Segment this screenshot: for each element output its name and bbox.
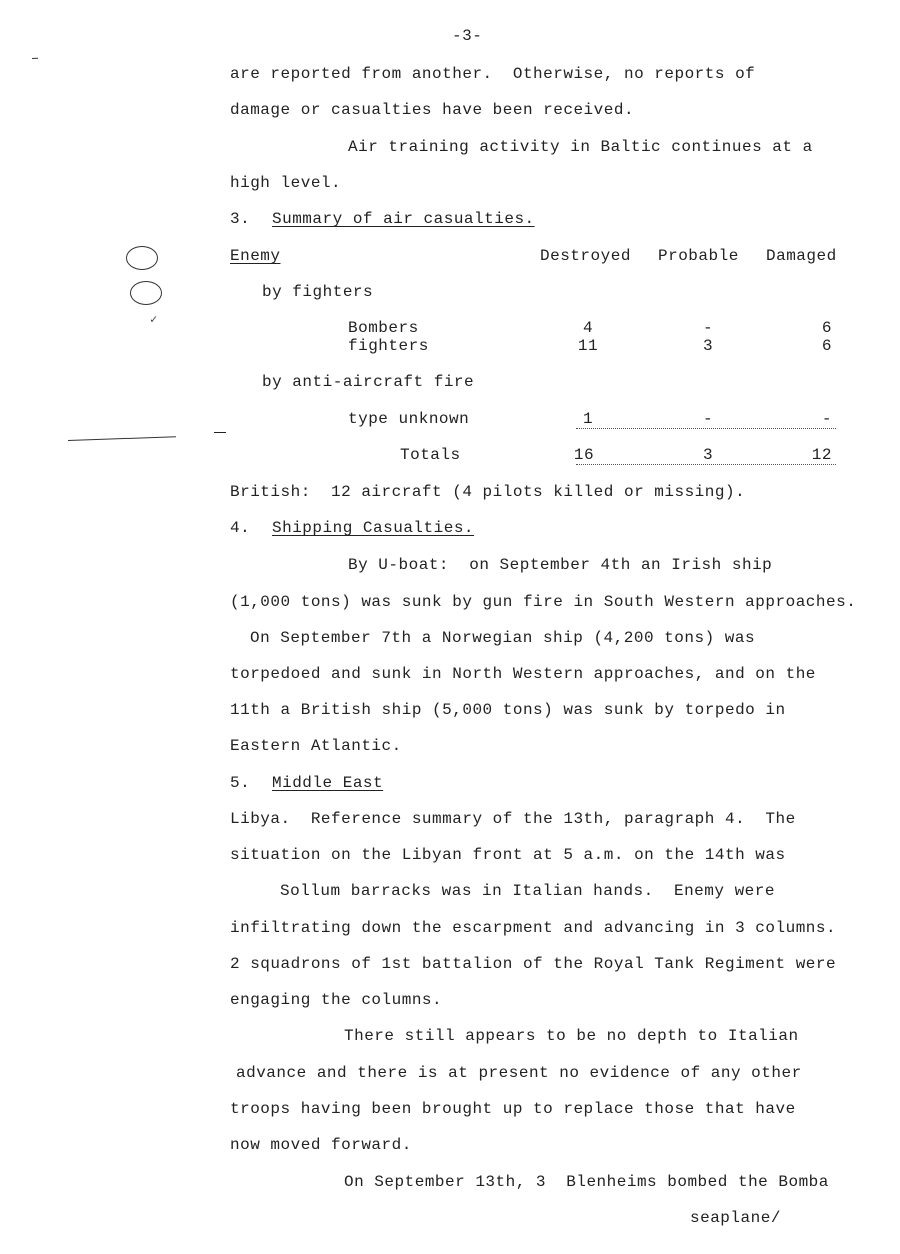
margin-check-mark: ✓: [150, 313, 158, 327]
column-header-destroyed: Destroyed: [540, 247, 631, 265]
cell-damaged: -: [821, 410, 832, 428]
column-header-damaged: Damaged: [766, 247, 837, 265]
column-header-probable: Probable: [658, 247, 739, 265]
text-line: Air training activity in Baltic continues at a: [348, 138, 813, 156]
text-line: are reported from another. Otherwise, no reports of: [230, 65, 756, 83]
text-line: By U-boat: on September 4th an Irish ship: [348, 556, 773, 574]
text-line: On September 13th, 3 Blenheims bombed the Bomba: [344, 1173, 829, 1191]
totals-label: Totals: [400, 446, 461, 464]
page-number: -3-: [452, 27, 483, 45]
section-4-heading: Shipping Casualties.: [272, 519, 475, 537]
text-line: torpedoed and sunk in North Western approaches, and on the: [230, 665, 816, 683]
text-line: Eastern Atlantic.: [230, 737, 402, 755]
section-5-heading: Middle East: [272, 774, 384, 792]
margin-line: [68, 436, 176, 441]
text-line: 2 squadrons of 1st battalion of the Royal Tank Regiment were: [230, 955, 837, 973]
group-label-anti-aircraft: by anti-aircraft fire: [262, 373, 475, 391]
text-line: Sollum barracks was in Italian hands. Enemy were: [280, 882, 775, 900]
group-label-fighters: by fighters: [262, 283, 374, 301]
text-line: high level.: [230, 174, 342, 192]
cell-probable: -: [702, 319, 714, 337]
text-line: Libya. Reference summary of the 13th, paragraph 4. The: [230, 810, 796, 828]
section-3-number: 3.: [230, 210, 251, 228]
cell-probable: 3: [702, 337, 714, 355]
table-rule-totals: [576, 464, 836, 465]
margin-mark-top: [32, 58, 38, 59]
text-line: damage or casualties have been received.: [230, 101, 635, 119]
text-line: British: 12 aircraft (4 pilots killed or missing).: [230, 483, 746, 501]
margin-dash: [214, 432, 226, 433]
text-line: infiltrating down the escarpment and advancing in 3 columns.: [230, 919, 837, 937]
table-header-enemy: Enemy: [230, 247, 281, 265]
text-line: situation on the Libyan front at 5 a.m. on the 14th was: [230, 846, 786, 864]
total-damaged: 12: [811, 446, 832, 464]
cell-destroyed: 11: [577, 337, 599, 355]
row-label: Bombers: [348, 319, 419, 337]
text-line: advance and there is at present no evidence of any other: [236, 1064, 802, 1082]
catchword: seaplane/: [690, 1209, 781, 1227]
cell-damaged: 6: [821, 337, 832, 355]
cell-destroyed: 1: [582, 410, 594, 428]
text-line: (1,000 tons) was sunk by gun fire in South Western approaches.: [230, 593, 857, 611]
text-line: now moved forward.: [230, 1136, 412, 1154]
row-label: fighters: [348, 337, 429, 355]
total-destroyed: 16: [573, 446, 595, 464]
total-probable: 3: [702, 446, 714, 464]
text-line: 11th a British ship (5,000 tons) was sunk by torpedo in: [230, 701, 786, 719]
cell-damaged: 6: [821, 319, 832, 337]
margin-circle-1: [126, 246, 158, 270]
text-line: There still appears to be no depth to Italian: [344, 1027, 799, 1045]
text-line: On September 7th a Norwegian ship (4,200 tons) was: [250, 629, 756, 647]
text-line: troops having been brought up to replace those that have: [230, 1100, 796, 1118]
section-3-heading: Summary of air casualties.: [272, 210, 535, 228]
cell-probable: -: [702, 410, 714, 428]
section-5-number: 5.: [230, 774, 251, 792]
cell-destroyed: 4: [582, 319, 594, 337]
margin-circle-2: [130, 281, 162, 305]
text-line: engaging the columns.: [230, 991, 443, 1009]
row-label: type unknown: [348, 410, 470, 428]
section-4-number: 4.: [230, 519, 251, 537]
table-rule-dotted: [576, 428, 836, 429]
